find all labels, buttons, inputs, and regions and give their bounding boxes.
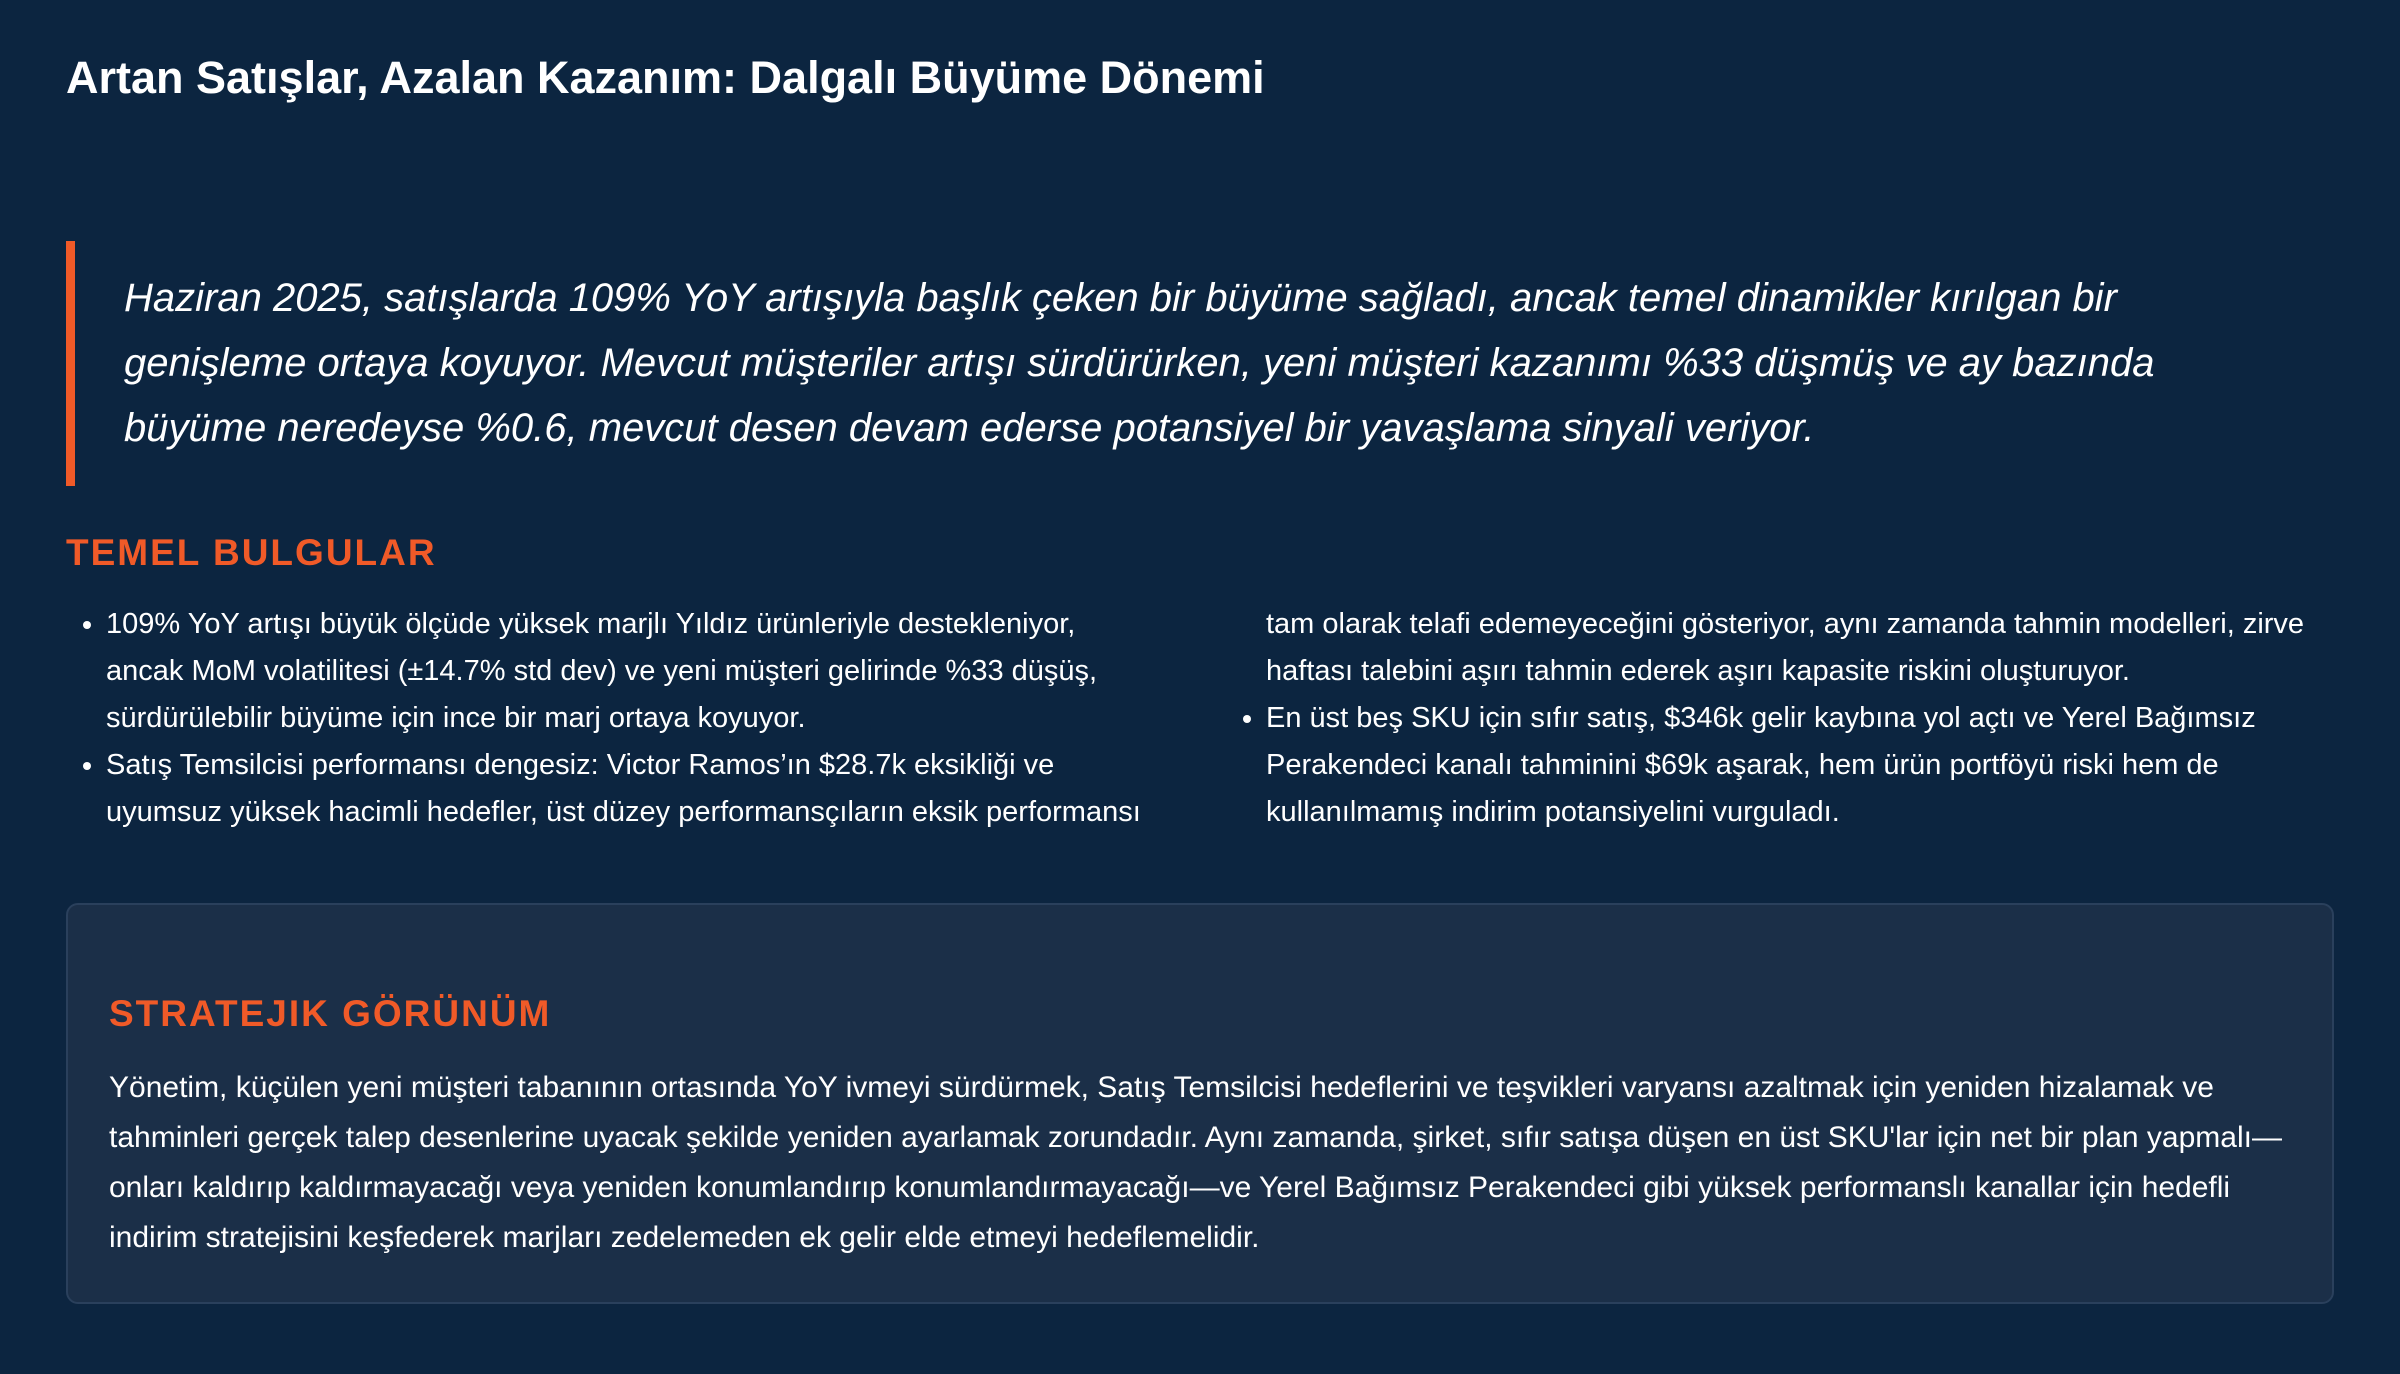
summary-callout [66,241,2306,486]
finding-item: • En üst beş SKU için sıfır satış, $346k gelir kaybına yol açtı ve Yerel Bağımsız Perakendeci kanalı tahminini $69k aşarak, hem ürün portföyü riski hem de kullanılmamış indirim potansiyelini vurguladı. [1266,695,2306,836]
outlook-text: Yönetim, küçülen yeni müşteri tabanının ortasında YoY ivmeyi sürdürmek, Satış Temsilcisi hedeflerini ve teşvikleri varyansı azaltmak için yeniden hizalamak ve tahminleri gerçek talep desenlerine uyacak şekilde yeniden ayarlamak zorundadır. Aynı zamanda, şirket, sıfır satışa düşen en üst SKU'lar için net bir plan yapmalı—onları kaldırıp kaldırmayacağı veya yeniden konumlandırıp konumlandırmayacağı—ve Yerel Bağımsız Perakendeci gibi yüksek performanslı kanallar için hedefli indirim stratejisini keşfederek marjları zedelemeden ek gelir elde etmeyi hedeflemelidir. [109,1071,2282,1254]
outlook-heading: STRATEJIK GÖRÜNÜM [109,993,552,1034]
strategic-outlook-panel [66,903,2334,1304]
summary-text: Haziran 2025, satışlarda 109% YoY artışıyla başlık çeken bir büyüme sağladı, ancak temel dinamikler kırılgan bir genişleme ortaya koyuyor. Mevcut müşteriler artışı sürdürürken, yeni müşteri kazanımı %33 düşmüş ve ay bazında büyüme neredeyse %0.6, mevcut desen devam ederse potansiyel bir yavaşlama sinyali veriyor. [124,276,2155,450]
findings-heading: TEMEL BULGULAR [66,532,437,573]
finding-item: • 109% YoY artışı büyük ölçüde yüksek marjlı Yıldız ürünleriyle destekleniyor, ancak MoM volatilitesi (±14.7% std dev) ve yeni müşteri gelirinde %33 düşüş, sürdürülebilir büyüme için ince bir marj ortaya koyuyor. [106,601,1146,742]
finding-item: • Satış Temsilcisi performansı dengesiz: Victor Ramos’ın $28.7k eksikliği ve uyumsuz yüksek hacimli hedefler, üst düzey performansçıların eksik performansı tam olarak telafi edemeyeceğini gösteriyor, aynı zamanda tahmin modelleri, zirve haftası talebini aşırı tahmin ederek aşırı kapasite riskini oluşturuyor. [106,601,2306,836]
page-title: Artan Satışlar, Azalan Kazanım: Dalgalı Büyüme Dönemi [66,52,1265,103]
findings-list [66,601,2306,836]
